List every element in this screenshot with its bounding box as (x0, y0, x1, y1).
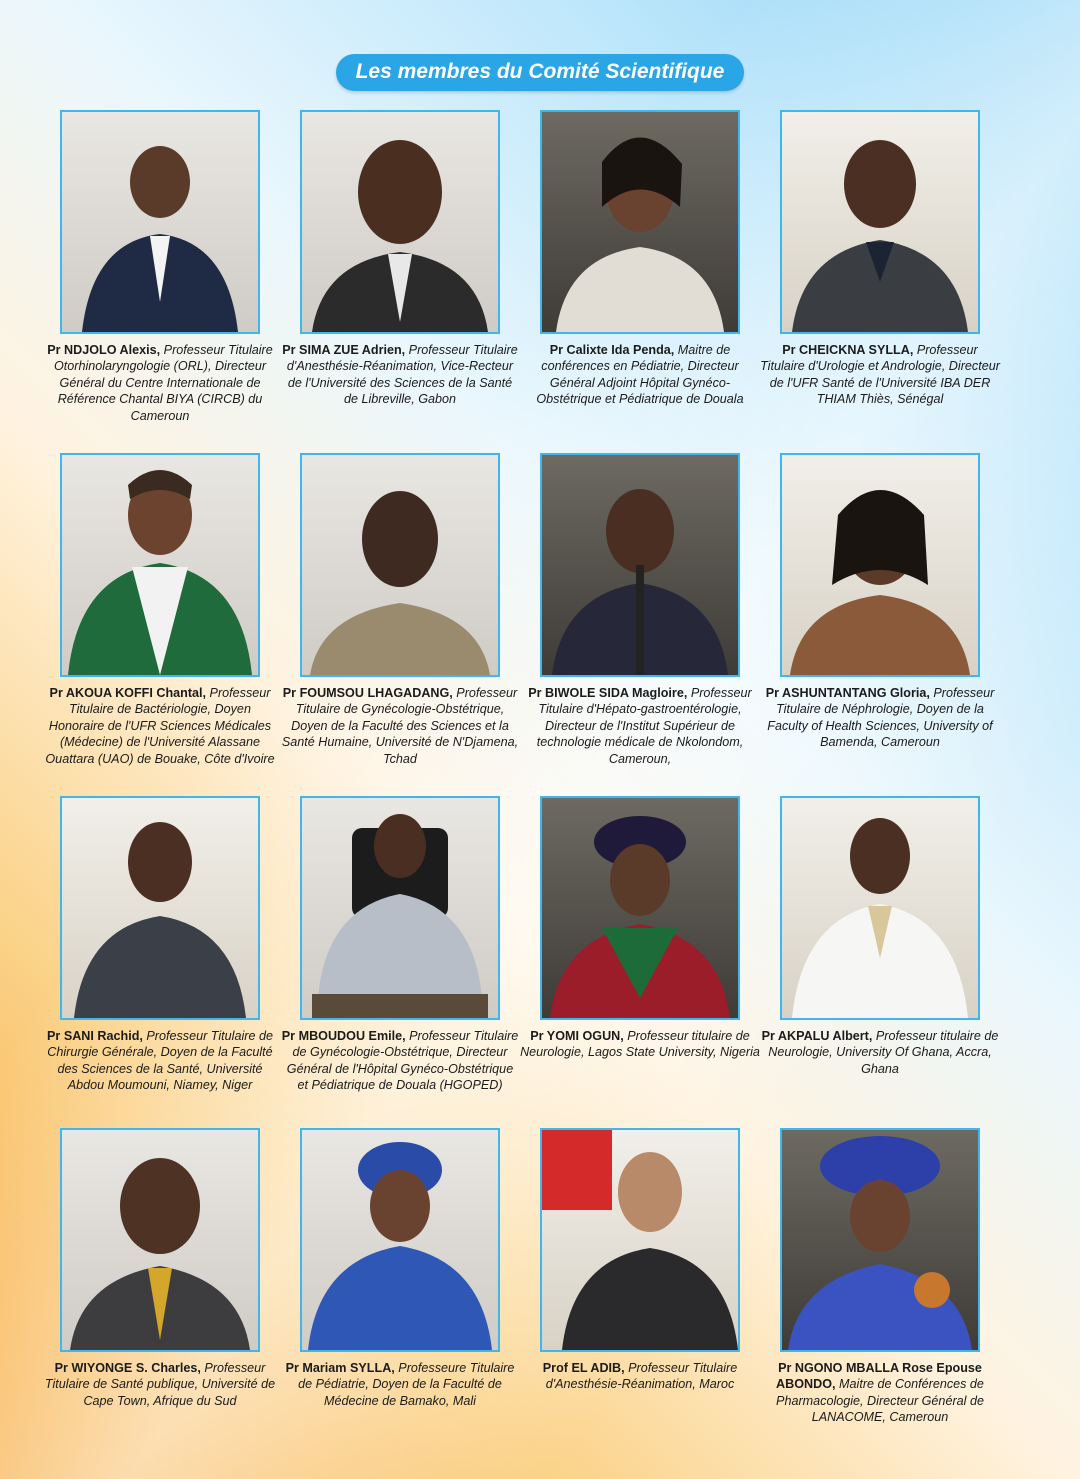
portrait-silhouette (302, 455, 498, 675)
member-caption (280, 1360, 520, 1409)
portrait-silhouette (302, 1130, 498, 1350)
member-caption (40, 1360, 280, 1409)
portrait-silhouette (62, 112, 258, 332)
member-name: Pr Calixte Ida Penda, (549, 343, 675, 357)
portrait-silhouette (782, 1130, 978, 1350)
member-photo (540, 110, 740, 334)
member-role: Professeur Titulaire d'Anesthésie-Réanimation, Maroc (545, 1361, 738, 1392)
member-role: Professeur Titulaire de Néphrologie, Doyen de la Faculty of Health Sciences, University of Bamenda, Cameroun (767, 686, 995, 750)
portrait-silhouette (542, 112, 738, 332)
member-photo (300, 1128, 500, 1352)
member-name: Pr CHEICKNA SYLLA, (782, 343, 914, 357)
member-caption (520, 1028, 760, 1061)
member-caption (280, 342, 520, 408)
member-role: Professeur Titulaire d'Urologie et Andrologie, Directeur de l'UFR Santé de l'Université IBA DER THIAM Thiès, Sénégal (760, 343, 1000, 407)
member-photo (60, 796, 260, 1020)
portrait-silhouette (62, 455, 258, 675)
portrait-silhouette (302, 798, 498, 1018)
member-caption (40, 685, 280, 767)
member-role: Maitre de conférences en Pédiatrie, Directeur Général Adjoint Hôpital Gynéco-Obstétrique et Pédiatrique de Douala (536, 343, 744, 407)
member-role: Professeur Titulaire de Santé publique, Université de Cape Town, Afrique du Sud (44, 1361, 276, 1408)
member-caption (40, 1028, 280, 1094)
member-photo (540, 796, 740, 1020)
member-caption (280, 685, 520, 767)
member-name: Pr SIMA ZUE Adrien, (282, 343, 406, 357)
member-name: Pr NGONO MBALLA Rose Epouse ABONDO, (776, 1361, 982, 1392)
member-photo (780, 110, 980, 334)
member-caption (280, 1028, 520, 1094)
member-photo (540, 1128, 740, 1352)
portrait-silhouette (542, 798, 738, 1018)
portrait-silhouette (302, 112, 498, 332)
page-title: Les membres du Comité Scientifique (336, 54, 745, 91)
member-caption (760, 342, 1000, 408)
member-photo (60, 110, 260, 334)
portrait-silhouette (782, 112, 978, 332)
member-role: Professeur Titulaire Otorhinolaryngologie (ORL), Directeur Général du Centre Internationale de Référence Chantal BIYA (CIRCB) du Cameroun (53, 343, 273, 423)
member-role: Professeur Titulaire d'Anesthésie-Réanimation, Vice-Recteur de l'Université des Sciences de la Santé de Libreville, Gabon (286, 343, 518, 407)
member-role: Professeur Titulaire de Gynécologie-Obstétrique, Doyen de la Faculté des Sciences et la Santé Humaine, Université de N'Djamena, Tchad (281, 686, 519, 766)
member-role: Professeur Titulaire d'Hépato-gastroentérologie, Directeur de l'Institut Supérieur de technologie médicale de Nkolondom, Cameroun, (536, 686, 752, 766)
member-caption (760, 1360, 1000, 1426)
member-name: Pr FOUMSOU LHAGADANG, (282, 686, 453, 700)
member-role: Professeure Titulaire de Pédiatrie, Doyen de la Faculté de Médecine de Bamako, Mali (298, 1361, 515, 1408)
member-name: Pr YOMI OGUN, (530, 1029, 624, 1043)
member-photo (300, 796, 500, 1020)
member-caption (520, 1360, 760, 1393)
member-caption (760, 1028, 1000, 1077)
member-caption (760, 685, 1000, 751)
member-name: Prof EL ADIB, (542, 1361, 625, 1375)
member-name: Pr SANI Rachid, (47, 1029, 143, 1043)
member-name: Pr AKPALU Albert, (761, 1029, 873, 1043)
member-photo (60, 1128, 260, 1352)
member-photo (540, 453, 740, 677)
member-role: Professeur Titulaire de Bactériologie, Doyen Honoraire de l'UFR Sciences Médicales (Médecine) de l'Université Alassane Ouattara (UAO) de Bouake, Côte d'Ivoire (45, 686, 275, 766)
member-name: Pr AKOUA KOFFI Chantal, (49, 686, 207, 700)
member-name: Pr WIYONGE S. Charles, (54, 1361, 201, 1375)
member-caption (520, 685, 760, 767)
member-name: Pr MBOUDOU Emile, (281, 1029, 406, 1043)
member-role: Professeur Titulaire de Chirurgie Générale, Doyen de la Faculté des Sciences de la Santé, Université Abdou Moumouni, Niamey, Niger (47, 1029, 273, 1093)
portrait-silhouette (62, 798, 258, 1018)
member-caption (40, 342, 280, 424)
portrait-silhouette (62, 1130, 258, 1350)
member-role: Professeur titulaire de Neurologie, Lagos State University, Nigeria (520, 1029, 760, 1060)
member-role: Professeur titulaire de Neurologie, University Of Ghana, Accra, Ghana (768, 1029, 999, 1076)
member-name: Pr NDJOLO Alexis, (47, 343, 161, 357)
member-role: Professeur Titulaire de Gynécologie-Obstétrique, Directeur Général de l'Hôpital Gynéco-Obstétrique et Pédiatrique de Douala (HGOPED) (286, 1029, 519, 1093)
member-name: Pr ASHUNTANTANG Gloria, (765, 686, 930, 700)
member-photo (780, 1128, 980, 1352)
member-role: Maitre de Conférences de Pharmacologie, Directeur Général de LANACOME, Cameroun (776, 1377, 984, 1425)
portrait-silhouette (542, 455, 738, 675)
portrait-silhouette (542, 1130, 738, 1350)
member-photo (300, 453, 500, 677)
member-photo (780, 796, 980, 1020)
member-photo (300, 110, 500, 334)
member-name: Pr Mariam SYLLA, (285, 1361, 395, 1375)
portrait-silhouette (782, 798, 978, 1018)
member-name: Pr BIWOLE SIDA Magloire, (528, 686, 688, 700)
member-photo (60, 453, 260, 677)
member-photo (780, 453, 980, 677)
portrait-silhouette (782, 455, 978, 675)
member-caption (520, 342, 760, 408)
title-banner (0, 54, 1080, 91)
